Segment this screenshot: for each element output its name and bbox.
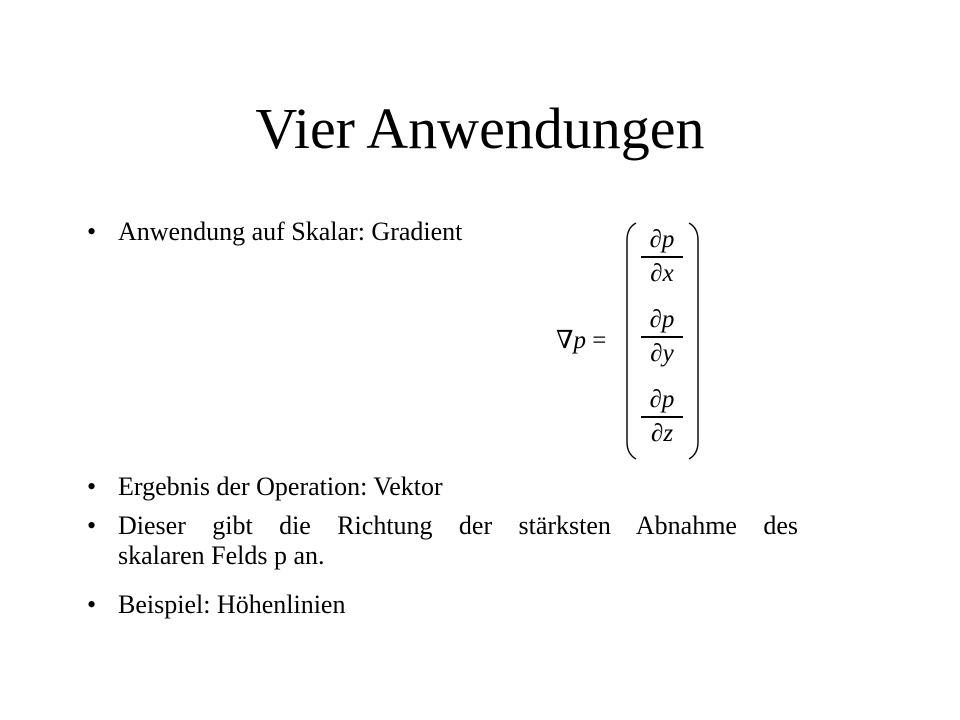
partial-derivative-x xyxy=(637,226,687,288)
partial-symbol: ∂ xyxy=(649,386,662,413)
denominator-variable: x xyxy=(662,259,674,287)
fraction-bar xyxy=(641,256,683,258)
bullet-text: Anwendung auf Skalar: Gradient xyxy=(118,217,463,246)
fraction-denominator xyxy=(637,340,687,368)
fraction-bar xyxy=(641,336,683,338)
partial-symbol: ∂ xyxy=(649,306,662,333)
partial-symbol: ∂ xyxy=(649,226,662,253)
gradient-formula xyxy=(550,222,700,462)
partial-derivative-y xyxy=(637,306,687,368)
partial-derivative-z xyxy=(637,386,687,448)
bullet-text: Ergebnis der Operation: Vektor xyxy=(118,472,443,501)
formula-lhs-variable: p xyxy=(573,327,586,354)
fraction-denominator xyxy=(637,420,687,448)
fraction-denominator xyxy=(637,260,687,288)
fraction-bar xyxy=(641,416,683,418)
nabla-symbol: ∇ xyxy=(556,327,574,354)
partial-symbol: ∂ xyxy=(650,339,663,367)
equals-sign: = xyxy=(592,327,607,354)
bullet-text: Beispiel: Höhenlinien xyxy=(118,590,346,619)
denominator-variable: y xyxy=(662,339,674,367)
fraction-numerator xyxy=(637,226,687,254)
bullet-text-line2: skalaren Felds p an. xyxy=(118,541,325,570)
fraction-numerator xyxy=(637,306,687,334)
left-parenthesis xyxy=(625,222,637,460)
bullet-marker: • xyxy=(87,217,97,246)
formula-lhs xyxy=(556,325,606,355)
numerator-variable: p xyxy=(661,306,675,333)
bullet-marker: • xyxy=(87,590,97,619)
bullet-marker: • xyxy=(87,472,97,501)
fraction-numerator xyxy=(637,386,687,414)
bullet-marker: • xyxy=(87,511,97,540)
right-parenthesis xyxy=(688,222,700,460)
partial-symbol: ∂ xyxy=(650,259,663,287)
denominator-variable: z xyxy=(663,419,674,447)
numerator-variable: p xyxy=(661,386,675,413)
numerator-variable: p xyxy=(661,226,675,253)
partial-symbol: ∂ xyxy=(650,419,664,447)
bullet-text-line1: Dieser gibt die Richtung der stärksten Abnahme des xyxy=(118,511,798,540)
slide-title: Vier Anwendungen xyxy=(255,96,705,161)
